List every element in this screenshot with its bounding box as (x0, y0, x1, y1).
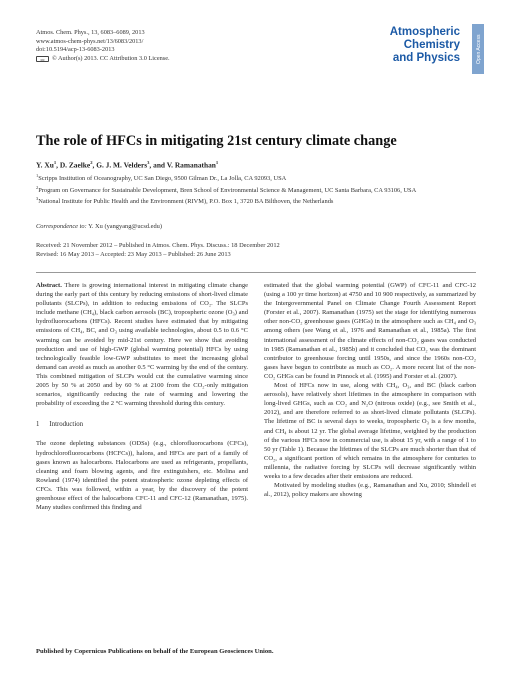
logo-line-2: Chemistry (403, 39, 460, 51)
affiliation-text: Program on Governance for Sustainable Development, Bren School of Environmental Science & Management, UC Santa Barbara, CA 93106, USA (38, 186, 417, 194)
author-separator: , (92, 160, 97, 170)
section-number: 1 (36, 421, 40, 429)
section-heading (36, 420, 248, 429)
journal-logo-text (390, 26, 460, 65)
copyright-line (36, 55, 296, 64)
abstract-text: There is growing international interest in mitigating climate change during the early part of this century by reducing emissions of short-lived climate pollutants (SLCPs), in addition to reducing emissions of CO₂. The SLCPs include methane (CH₄), black carbon aerosols (BC), tropospheric ozone (O₃) and hydrofluorocarbons (HFCs). Recent studies have estimated that by mitigating emissions of CH₄, BC, and O₃ using available technologies, about 0.5 to 0.6 °C warming can be avoided by mid-21st century. Here we show that avoiding production and use of high-GWP (global warming potential) HFCs by using technologically feasible low-GWP substitutes to meet the increasing global demand can avoid as much as another 0.5 °C warming by the end of the century. This combined mitigation of SLCPs would cut the cumulative warming since 2005 by 50 % at 2050 and by 60 % at 2100 from the CO₂-only mitigation scenarios, significantly reducing the rate of warming and lowering the probability of exceeding the 2 °C warming threshold during this century. (36, 282, 248, 408)
open-access-label: Open Access (476, 34, 482, 64)
journal-citation: Atmos. Chem. Phys., 13, 6083–6089, 2013 (36, 29, 145, 36)
author-affiliation-sup: 1 (53, 160, 57, 165)
correspondence-text: Y. Xu (yangyang@ucsd.edu) (86, 223, 162, 230)
logo-line-1: Atmospheric (389, 26, 460, 38)
author-name: D. Zaelke (59, 160, 91, 170)
correspondence-label: Correspondence to: (36, 223, 87, 230)
author-list (36, 158, 476, 170)
affiliation-list (36, 172, 476, 207)
right-paragraph-1: estimated that the global warming potential (GWP) of CFC-11 and CFC-12 (using a 100 yr time horizon) at 4750 and 10 900 respectively, as summarized by the Intergovernmental Panel on Climate Change Fourth Assessment Report (Forster et al., 2007). Ramanathan (1975) set the stage for identifying numerous other non-CO₂ greenhouse gases (GHGs) in the atmosphere such as CH₄ and O₃ among others (see Wang et al., 1976 and Ramanathan et al., 1985a). The first international assessment of the climate effects of non-CO₂ gases was conducted in 1985 (Ramanathan et al., 1985b) and it concluded that CO₂ was the dominant contributor to greenhouse forcing until 1950s, and since the 1960s non-CO₂ gases have begun to contribute as much as CO₂. A more recent list of the non-CO₂ GHGs can be found in Pinnock et al. (1995) and Forster et al. (2007). (264, 282, 476, 380)
left-column (36, 281, 248, 512)
intro-paragraph-1: The ozone depleting substances (ODSs) (e.g., chlorofluorocarbons (CFCs), hydrochlorofluorocarbons (HCFCs)), halons, and HFCs are part of a family of gases known as halocarbons. Halocarbons are used as refrigerants, propellants, cleaning and foam blowing agents, and fire extinguishers, etc. Molina and Rowland (1974) identified the potent stratospheric ozone depleting effects of CFCs. This was followed, within a year, by the discovery of the potent greenhouse effect of the halocarbons CFC-11 and CFC-12 (Ramanathan, 1975). Many studies confirmed this finding and (36, 440, 248, 512)
author-separator: , and (149, 160, 167, 170)
affiliation-item (36, 195, 476, 207)
right-column (264, 281, 476, 499)
dates-line-1: Received: 21 November 2012 – Published in Atmos. Chem. Phys. Discuss.: 18 December 2012 (36, 242, 280, 249)
author-name: G. J. M. Velders (96, 160, 148, 170)
publisher-footer: Published by Copernicus Publications on behalf of the European Geosciences Union. (36, 648, 274, 655)
affiliation-sup: 2 (36, 184, 39, 190)
logo-line-3: and Physics (392, 52, 460, 64)
journal-header (36, 29, 296, 63)
affiliation-item (36, 184, 476, 196)
right-paragraph-2: Most of HFCs now in use, along with CH₄, O₃, and BC (black carbon aerosols), have relatively short lifetimes in the atmosphere in comparison with long-lived GHGs, such as CO₂ and N₂O (nitrous oxide) (e.g., see Smith et al., 2012), and are therefore referred to as short-lived climate pollutants (SLCPs). The lifetime of BC is several days to weeks, tropospheric O₃ is a few months, and CH₄ is about 12 yr. The global average lifetime, weighted by the production of the various HFCs now in commercial use, is about 15 yr, with a range of 1 to 50 yr (Table 1). Because the lifetimes of the SLCPs are much shorter than that of CO₂, a significant portion of which remains in the atmosphere for centuries to millennia, the radiative forcing by SLCPs will decrease significantly within weeks to a few decades after their emissions are reduced. (264, 382, 476, 480)
cc-license-icon: cc (36, 56, 49, 62)
author-name: V. Ramanathan (166, 160, 216, 170)
affiliation-text: Scripps Institution of Oceanography, UC San Diego, 9500 Gilman Dr., La Jolla, CA 92093, USA (38, 175, 287, 183)
abstract-paragraph (36, 281, 248, 408)
affiliation-text: National Institute for Public Health and the Environment (RIVM), P.O. Box 1, 3720 BA Bilthoven, the Netherlands (38, 198, 334, 206)
affiliation-item (36, 172, 476, 184)
section-title: Introduction (49, 421, 84, 429)
journal-logo (338, 22, 484, 78)
copyright-text: © Author(s) 2013. CC Attribution 3.0 License. (52, 54, 170, 62)
author-separator: , (56, 160, 60, 170)
article-doi[interactable]: doi:10.5194/acp-13-6083-2013 (36, 46, 115, 53)
right-paragraph-3: Motivated by modeling studies (e.g., Ramanathan and Xu, 2010; Shindell et al., 2012), policy makers are showing (264, 482, 476, 499)
author-name: Y. Xu (36, 160, 54, 170)
publication-dates (36, 242, 476, 259)
correspondence (36, 223, 476, 232)
abstract-label: Abstract. (36, 282, 62, 289)
affiliation-sup: 1 (36, 173, 39, 178)
header-divider (36, 272, 476, 273)
paper-title: The role of HFCs in mitigating 21st century climate change (36, 133, 397, 149)
affiliation-sup: 3 (36, 196, 39, 202)
article-url[interactable]: www.atmos-chem-phys.net/13/6083/2013/ (36, 37, 144, 45)
author-affiliation-sup: 2 (90, 160, 93, 165)
author-affiliation-sup: 3 (147, 160, 150, 165)
dates-line-2: Revised: 16 May 2013 – Accepted: 23 May 2013 – Published: 26 June 2013 (36, 250, 231, 258)
author-affiliation-sup: 1 (215, 160, 219, 165)
